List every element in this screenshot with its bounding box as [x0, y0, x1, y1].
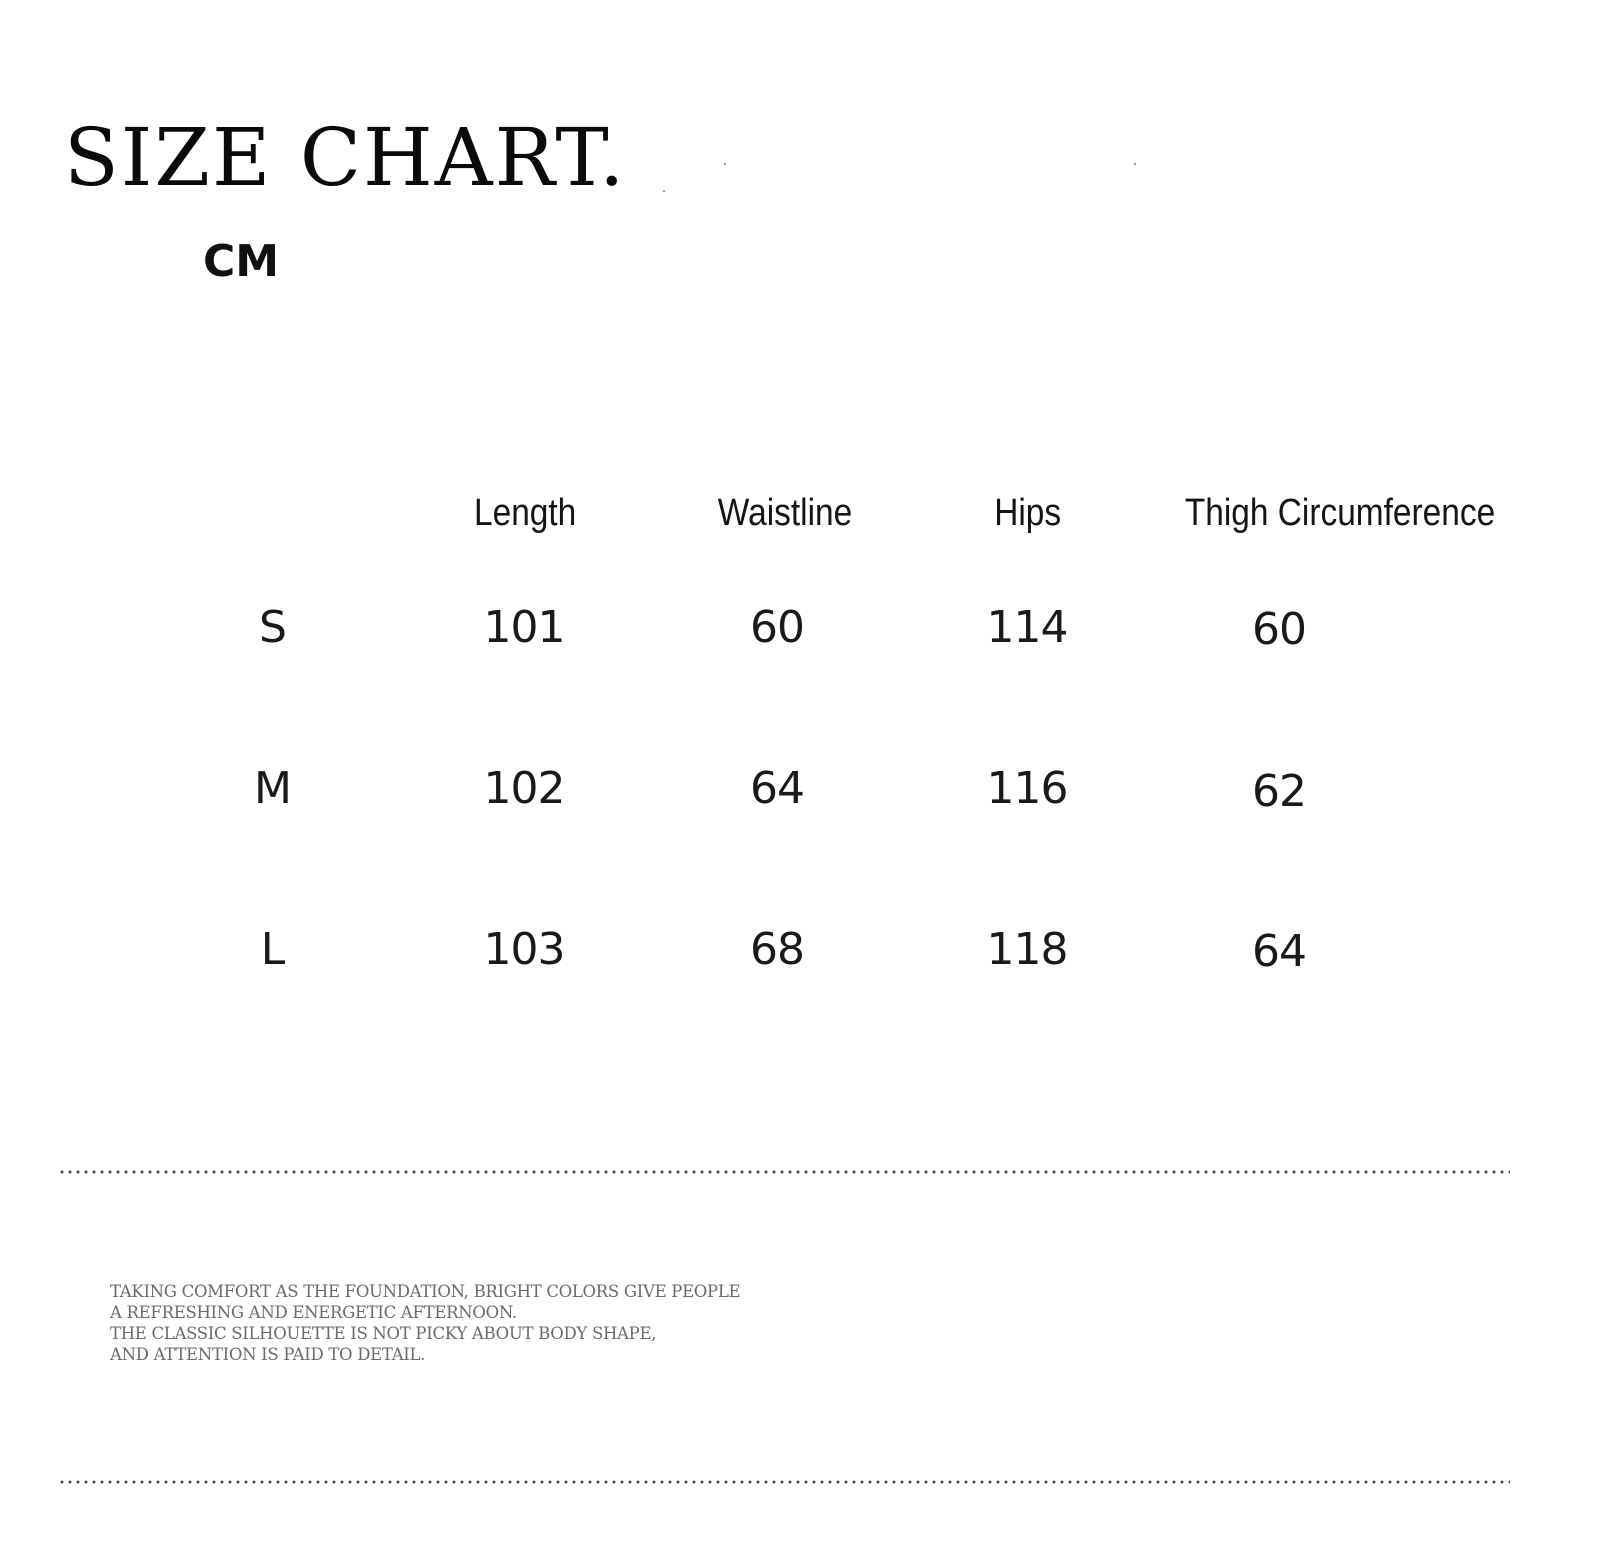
waistline-value: 64: [750, 763, 804, 814]
dust-speck: [663, 190, 665, 192]
size-label-s: S: [259, 602, 287, 653]
dust-speck: [1134, 163, 1136, 165]
thigh-circumference-value: 62: [1252, 766, 1306, 817]
thigh-circumference-value: 64: [1252, 926, 1306, 977]
column-header-thigh-circumference: Thigh Circumference: [1184, 492, 1496, 534]
description-line: THE CLASSIC SILHOUETTE IS NOT PICKY ABOUT BODY SHAPE,: [110, 1324, 657, 1343]
waistline-value: 60: [750, 602, 804, 653]
product-description: [110, 1281, 740, 1365]
description-line: A REFRESHING AND ENERGETIC AFTERNOON.: [110, 1303, 517, 1322]
size-label-l: L: [260, 924, 286, 975]
column-header-length: Length: [474, 492, 577, 534]
hips-value: 118: [986, 924, 1068, 975]
column-header-waistline: Waistline: [717, 492, 853, 534]
hips-value: 114: [986, 602, 1068, 653]
thigh-circumference-value: 60: [1252, 604, 1306, 655]
waistline-value: 68: [750, 924, 804, 975]
length-value: 101: [483, 602, 565, 653]
dotted-divider-bottom: [58, 1480, 1510, 1484]
description-line: TAKING COMFORT AS THE FOUNDATION, BRIGHT COLORS GIVE PEOPLE: [110, 1282, 741, 1301]
page-title: SIZE CHART.: [64, 111, 627, 204]
dotted-divider-top: [58, 1170, 1510, 1174]
length-value: 103: [483, 924, 565, 975]
dust-speck: [724, 163, 726, 165]
hips-value: 116: [986, 763, 1068, 814]
unit-label: CM: [203, 236, 280, 287]
size-label-m: M: [254, 763, 292, 814]
description-line: AND ATTENTION IS PAID TO DETAIL.: [110, 1345, 426, 1364]
column-header-hips: Hips: [994, 492, 1062, 534]
length-value: 102: [483, 763, 565, 814]
